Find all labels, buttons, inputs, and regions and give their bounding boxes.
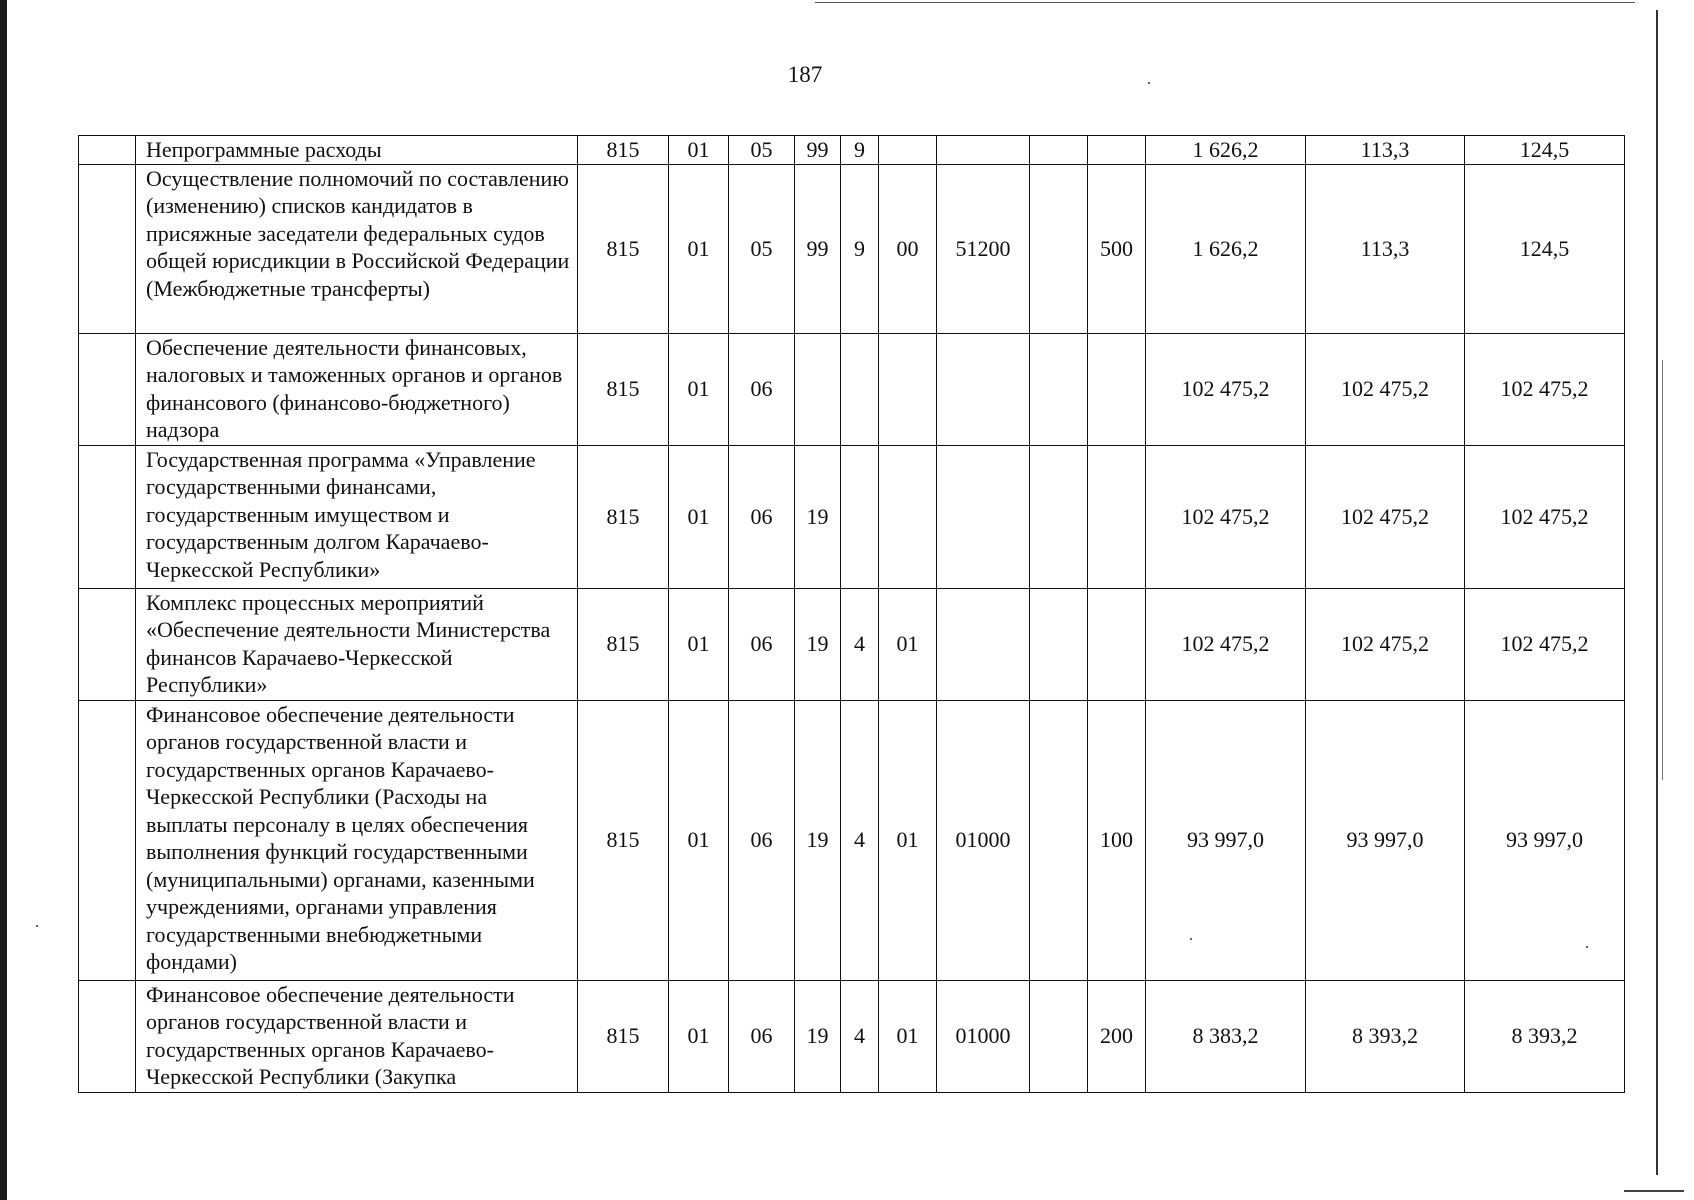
program-code-cell: 19 — [795, 700, 841, 980]
subprogram-code-cell: 4 — [841, 700, 879, 980]
subprogram-code-cell: 4 — [841, 588, 879, 700]
extra-code-cell — [1030, 333, 1088, 445]
scan-edge-left — [0, 0, 7, 1200]
budget-table — [78, 135, 1625, 1093]
scan-corner-mark — [1624, 1190, 1684, 1192]
extra-code-cell — [1030, 445, 1088, 588]
subsection-code-cell: 06 — [729, 980, 795, 1092]
subprogram-code-cell: 9 — [841, 136, 879, 165]
subsection-code-cell: 06 — [729, 333, 795, 445]
event-code-cell: 01 — [879, 980, 937, 1092]
amount-year-3-cell: 102 475,2 — [1465, 445, 1625, 588]
expense-name-cell: Непрограммные расходы — [136, 136, 578, 165]
program-code-cell: 19 — [795, 588, 841, 700]
program-code-cell — [795, 333, 841, 445]
grbs-code-cell: 815 — [578, 445, 669, 588]
section-code-cell: 01 — [669, 700, 729, 980]
program-code-cell: 99 — [795, 136, 841, 165]
row-number-cell — [79, 136, 136, 165]
grbs-code-cell: 815 — [578, 588, 669, 700]
page-number: 187 — [787, 62, 823, 87]
subsection-code-cell: 05 — [729, 164, 795, 333]
table-row — [79, 588, 1625, 700]
amount-year-3-cell: 102 475,2 — [1465, 588, 1625, 700]
subsection-code-cell: 06 — [729, 445, 795, 588]
subsection-code-cell: 06 — [729, 588, 795, 700]
amount-year-2-cell: 113,3 — [1306, 164, 1465, 333]
section-code-cell: 01 — [669, 588, 729, 700]
expense-name-cell: Обеспечение деятельности финансовых, налоговых и таможенных органов и органов финансового (финансово-бюджетного) надзора — [136, 333, 578, 445]
grbs-code-cell: 815 — [578, 164, 669, 333]
expense-name-cell: Финансовое обеспечение деятельности органов государственной власти и государственных органов Карачаево-Черкесской Республики (Закупка — [136, 980, 578, 1092]
table-row — [79, 333, 1625, 445]
expense-name-cell: Осуществление полномочий по составлению (изменению) списков кандидатов в присяжные заседатели федеральных судов общей юрисдикции в Российской Федерации (Межбюджетные трансферты) — [136, 164, 578, 333]
grbs-code-cell: 815 — [578, 700, 669, 980]
amount-year-3-cell: 124,5 — [1465, 164, 1625, 333]
subsection-code-cell: 06 — [729, 700, 795, 980]
expense-type-code-cell: 200 — [1088, 980, 1146, 1092]
subprogram-code-cell — [841, 333, 879, 445]
amount-year-2-cell: 113,3 — [1306, 136, 1465, 165]
amount-year-1-cell: 1 626,2 — [1146, 164, 1306, 333]
row-number-cell — [79, 700, 136, 980]
amount-year-1-cell: 102 475,2 — [1146, 588, 1306, 700]
amount-year-2-cell: 8 393,2 — [1306, 980, 1465, 1092]
section-code-cell: 01 — [669, 980, 729, 1092]
expense-type-code-cell: 500 — [1088, 164, 1146, 333]
section-code-cell: 01 — [669, 136, 729, 165]
grbs-code-cell: 815 — [578, 136, 669, 165]
expense-type-code-cell — [1088, 445, 1146, 588]
extra-code-cell — [1030, 980, 1088, 1092]
scan-line-top — [815, 2, 1635, 3]
extra-code-cell — [1030, 164, 1088, 333]
table-row — [79, 980, 1625, 1092]
row-number-cell — [79, 445, 136, 588]
event-code-cell: 00 — [879, 164, 937, 333]
expense-name-cell: Государственная программа «Управление государственными финансами, государственным имуществом и государственным долгом Карачаево-Черкесской Республики» — [136, 445, 578, 588]
extra-code-cell — [1030, 588, 1088, 700]
amount-year-1-cell: 102 475,2 — [1146, 445, 1306, 588]
program-code-cell: 19 — [795, 445, 841, 588]
amount-year-2-cell: 102 475,2 — [1306, 588, 1465, 700]
subprogram-code-cell: 4 — [841, 980, 879, 1092]
event-code-cell: 01 — [879, 700, 937, 980]
amount-year-1-cell: 8 383,2 — [1146, 980, 1306, 1092]
program-code-cell: 99 — [795, 164, 841, 333]
amount-year-3-cell: 124,5 — [1465, 136, 1625, 165]
table-row — [79, 136, 1625, 165]
amount-year-1-cell: 93 997,0 — [1146, 700, 1306, 980]
table-row — [79, 164, 1625, 333]
direction-code-cell: 01000 — [937, 700, 1030, 980]
amount-year-3-cell: 102 475,2 — [1465, 333, 1625, 445]
section-code-cell: 01 — [669, 164, 729, 333]
expense-type-code-cell — [1088, 588, 1146, 700]
event-code-cell: 01 — [879, 588, 937, 700]
extra-code-cell — [1030, 136, 1088, 165]
subprogram-code-cell: 9 — [841, 164, 879, 333]
extra-code-cell — [1030, 700, 1088, 980]
amount-year-2-cell: 102 475,2 — [1306, 445, 1465, 588]
grbs-code-cell: 815 — [578, 333, 669, 445]
direction-code-cell: 51200 — [937, 164, 1030, 333]
scan-speck — [36, 925, 38, 927]
row-number-cell — [79, 980, 136, 1092]
expense-type-code-cell — [1088, 333, 1146, 445]
direction-code-cell — [937, 445, 1030, 588]
section-code-cell: 01 — [669, 333, 729, 445]
event-code-cell — [879, 136, 937, 165]
amount-year-1-cell: 102 475,2 — [1146, 333, 1306, 445]
subprogram-code-cell — [841, 445, 879, 588]
event-code-cell — [879, 333, 937, 445]
direction-code-cell — [937, 588, 1030, 700]
row-number-cell — [79, 164, 136, 333]
section-code-cell: 01 — [669, 445, 729, 588]
direction-code-cell — [937, 333, 1030, 445]
subsection-code-cell: 05 — [729, 136, 795, 165]
scan-edge-right — [1656, 10, 1658, 1175]
program-code-cell: 19 — [795, 980, 841, 1092]
row-number-cell — [79, 333, 136, 445]
grbs-code-cell: 815 — [578, 980, 669, 1092]
event-code-cell — [879, 445, 937, 588]
scan-edge-right-inner — [1662, 360, 1663, 780]
direction-code-cell: 01000 — [937, 980, 1030, 1092]
amount-year-3-cell: 8 393,2 — [1465, 980, 1625, 1092]
amount-year-3-cell: 93 997,0 — [1465, 700, 1625, 980]
amount-year-1-cell: 1 626,2 — [1146, 136, 1306, 165]
amount-year-2-cell: 93 997,0 — [1306, 700, 1465, 980]
table-row — [79, 700, 1625, 980]
direction-code-cell — [937, 136, 1030, 165]
amount-year-2-cell: 102 475,2 — [1306, 333, 1465, 445]
expense-name-cell: Финансовое обеспечение деятельности органов государственной власти и государственных органов Карачаево-Черкесской Республики (Расходы на выплаты персоналу в целях обеспечения выполнения функций государственными (муниципальными) органами, казенными учреждениями, органами управления государственными внебюджетными фондами) — [136, 700, 578, 980]
row-number-cell — [79, 588, 136, 700]
table-row — [79, 445, 1625, 588]
expense-type-code-cell — [1088, 136, 1146, 165]
expense-name-cell: Комплекс процессных мероприятий «Обеспечение деятельности Министерства финансов Карачаево-Черкесской Республики» — [136, 588, 578, 700]
expense-type-code-cell: 100 — [1088, 700, 1146, 980]
